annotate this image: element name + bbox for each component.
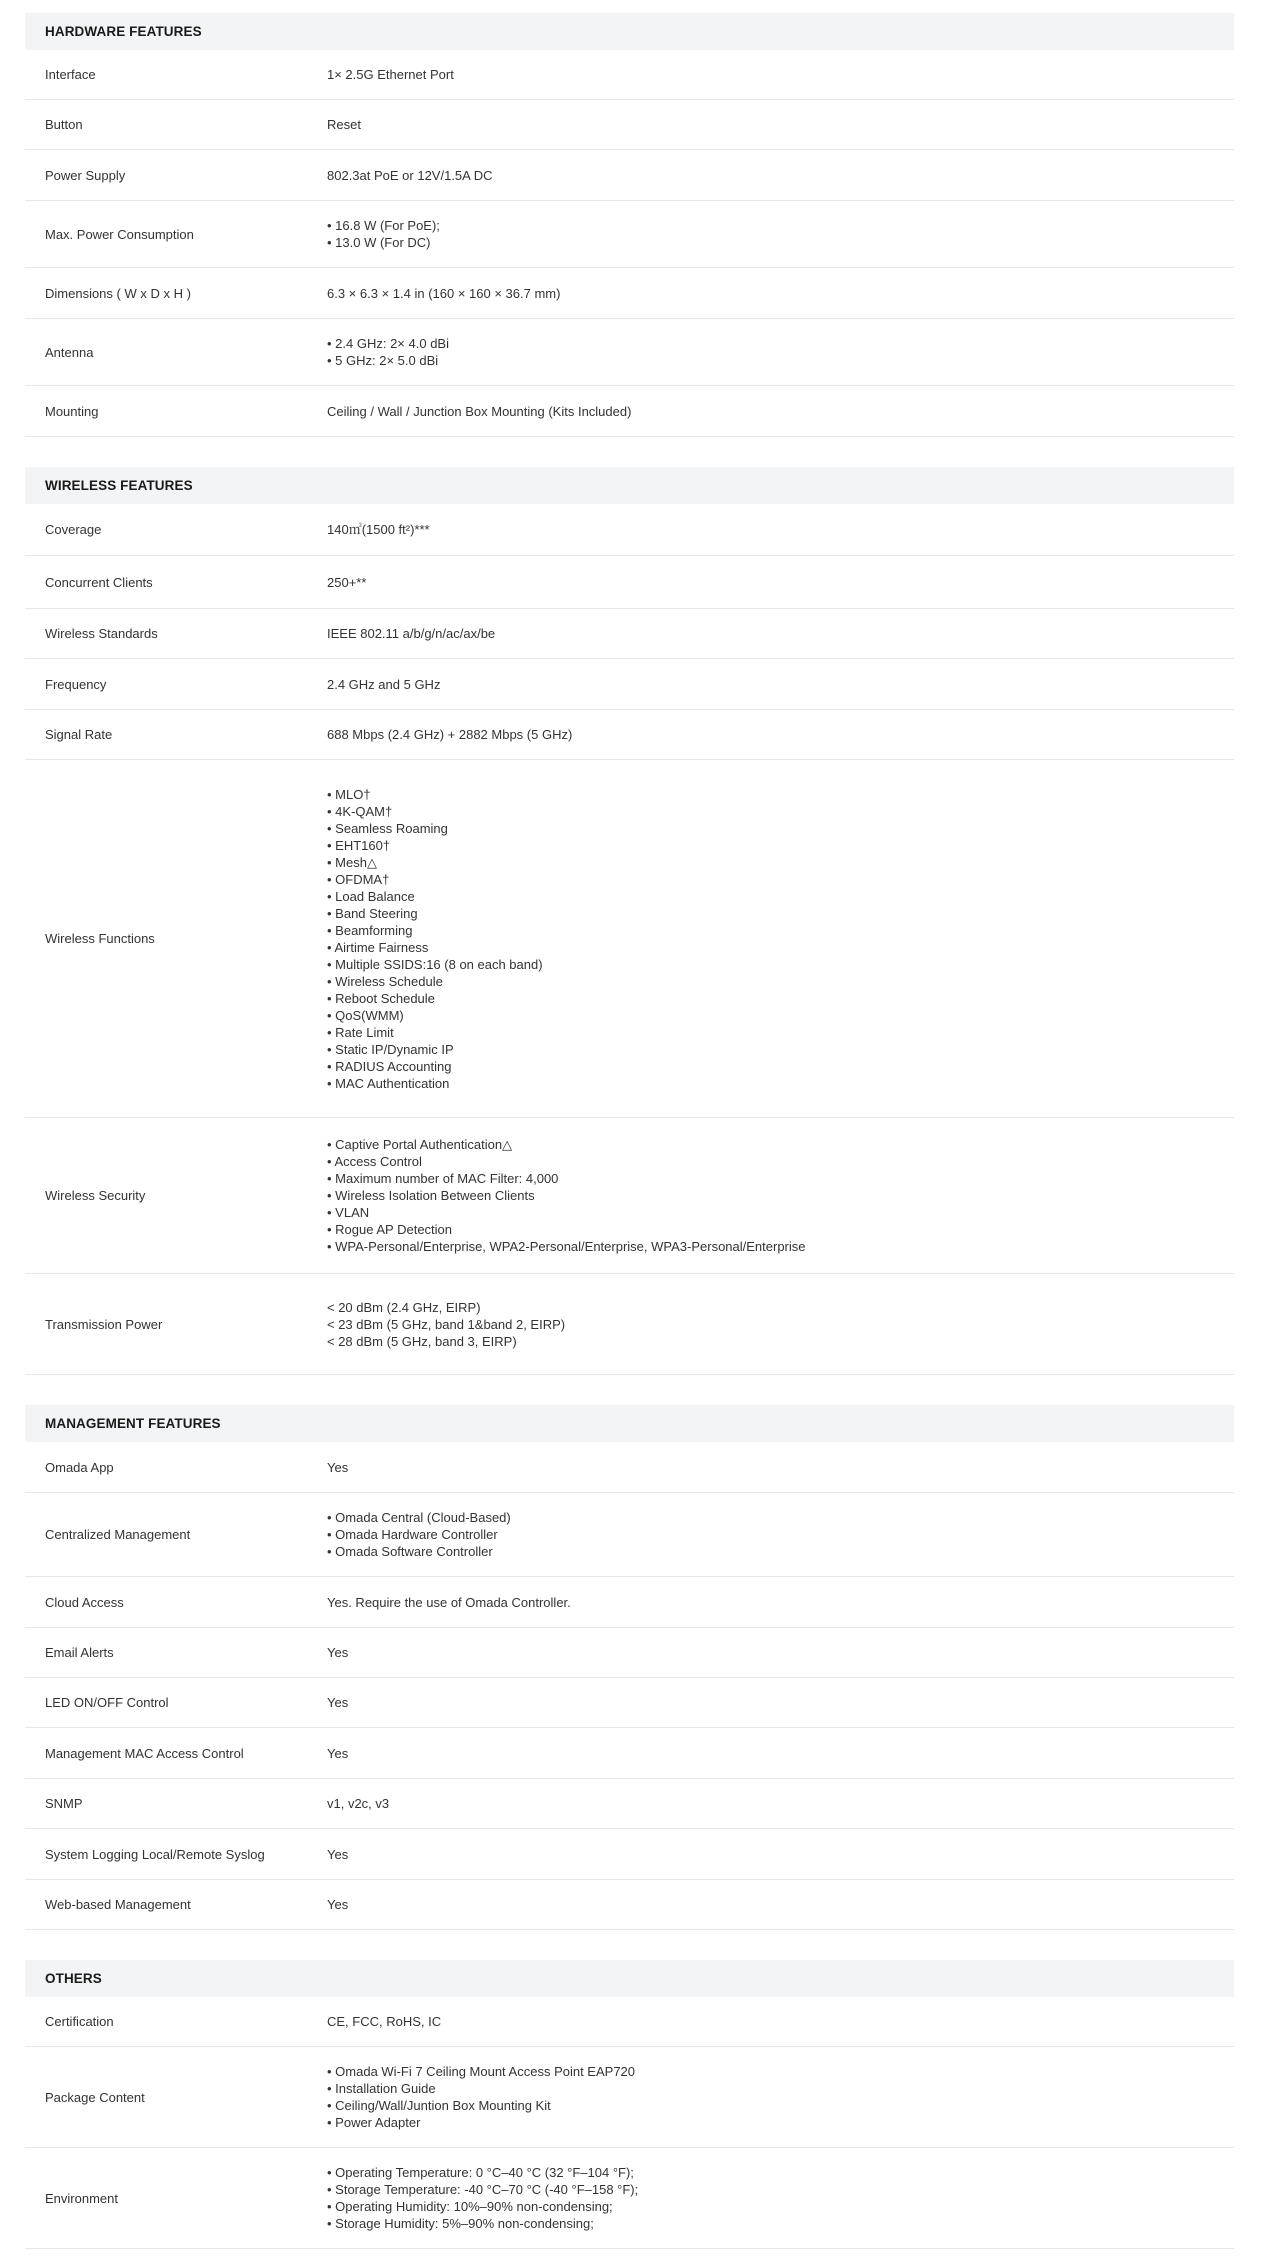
spec-value-line: 688 Mbps (2.4 GHz) + 2882 Mbps (5 GHz): [327, 727, 573, 742]
spec-row-concurrent-clients: [25, 556, 1234, 609]
spec-value: [327, 1795, 1234, 1812]
spec-value-line: Yes: [327, 1695, 349, 1710]
spec-value-line: 140㎡(1500 ft²)***: [327, 522, 430, 537]
spec-value-line: • Installation Guide: [327, 2081, 436, 2096]
spec-row-dimensions-w-x-d-x-h: [25, 268, 1234, 319]
spec-value-line: • Omada Central (Cloud-Based): [327, 1510, 511, 1525]
spec-value-line: • WPA-Personal/Enterprise, WPA2-Personal/Enterprise, WPA3-Personal/Enterprise: [327, 1239, 806, 1254]
spec-value-line: • Omada Software Controller: [327, 1544, 493, 1559]
spec-label: Antenna: [45, 344, 94, 360]
section-header: HARDWARE FEATURES: [25, 13, 1234, 50]
spec-value-line: • Multiple SSIDS:16 (8 on each band): [327, 956, 543, 972]
spec-value-line: • Seamless Roaming: [327, 820, 448, 836]
spec-value-line: 802.3at PoE or 12V/1.5A DC: [327, 167, 493, 183]
spec-value-line: 1× 2.5G Ethernet Port: [327, 67, 454, 82]
spec-value-line: • Ceiling/Wall/Juntion Box Mounting Kit: [327, 2098, 551, 2113]
spec-label: Mounting: [45, 403, 99, 419]
spec-value-line: • VLAN: [327, 1205, 370, 1220]
spec-value-line: 250+**: [327, 574, 367, 590]
spec-value-line: • OFDMA†: [327, 871, 390, 887]
spec-value: [327, 2063, 1234, 2131]
spec-label: LED ON/OFF Control: [45, 1695, 169, 1710]
section-header: WIRELESS FEATURES: [25, 467, 1234, 504]
spec-value-line: • Load Balance: [327, 888, 415, 904]
spec-value-line: • Storage Temperature: -40 °C–70 °C (-40 °F–158 °F);: [327, 2182, 639, 2197]
spec-label: Omada App: [45, 1459, 114, 1475]
spec-value: [327, 1896, 1234, 1913]
spec-value-line: 6.3 × 6.3 × 1.4 in (160 × 160 × 36.7 mm): [327, 285, 561, 301]
spec-value-line: < 23 dBm (5 GHz, band 1&band 2, EIRP): [327, 1316, 566, 1332]
spec-label: Package Content: [45, 2089, 145, 2105]
spec-value: [327, 1846, 1234, 1863]
spec-label: Wireless Functions: [45, 931, 155, 946]
spec-row-web-based-management: [25, 1880, 1234, 1930]
section-others: [25, 1960, 1234, 2249]
spec-row-interface: [25, 50, 1234, 100]
spec-row-certification: [25, 1997, 1234, 2047]
spec-row-coverage: [25, 504, 1234, 556]
spec-value-line: Yes. Require the use of Omada Controller.: [327, 1594, 571, 1610]
spec-label: Power Supply: [45, 167, 126, 183]
spec-row-frequency: [25, 659, 1234, 710]
spec-value-line: • Omada Wi-Fi 7 Ceiling Mount Access Point EAP720: [327, 2064, 636, 2079]
spec-row-snmp: [25, 1779, 1234, 1829]
spec-row-max-power-consumption: [25, 201, 1234, 268]
spec-value-line: Reset: [327, 117, 361, 132]
spec-value-line: • Airtime Fairness: [327, 939, 429, 955]
spec-value-line: • Band Steering: [327, 905, 418, 921]
spec-value-line: • MAC Authentication: [327, 1075, 450, 1091]
spec-label: Web-based Management: [45, 1897, 191, 1912]
spec-row-package-content: [25, 2047, 1234, 2148]
spec-row-centralized-management: [25, 1493, 1234, 1577]
spec-label: Button: [45, 117, 83, 132]
spec-row-wireless-standards: [25, 609, 1234, 659]
spec-row-omada-app: [25, 1442, 1234, 1493]
spec-value: [327, 1694, 1234, 1711]
spec-value: [327, 574, 1234, 591]
spec-label: Wireless Standards: [45, 626, 158, 641]
spec-value-line: • Wireless Isolation Between Clients: [327, 1188, 535, 1203]
spec-label: Transmission Power: [45, 1316, 163, 1332]
spec-label: Max. Power Consumption: [45, 226, 194, 242]
spec-value-line: < 28 dBm (5 GHz, band 3, EIRP): [327, 1333, 517, 1349]
spec-value-line: • 4K-QAM†: [327, 803, 393, 819]
spec-label: Concurrent Clients: [45, 574, 153, 590]
spec-value-line: • Captive Portal Authentication△: [327, 1137, 513, 1152]
spec-value-line: • Operating Humidity: 10%–90% non-condensing;: [327, 2199, 613, 2214]
spec-value: [327, 1509, 1234, 1560]
spec-value: [327, 726, 1234, 743]
spec-value: [327, 2164, 1234, 2232]
spec-value: [327, 116, 1234, 133]
spec-value-line: v1, v2c, v3: [327, 1796, 390, 1811]
spec-value: [327, 676, 1234, 693]
spec-value-line: • Mesh△: [327, 854, 377, 870]
spec-row-email-alerts: [25, 1628, 1234, 1678]
spec-value: [327, 1136, 1234, 1255]
spec-value: [327, 1459, 1234, 1476]
spec-label: Frequency: [45, 676, 107, 692]
spec-value-line: IEEE 802.11 a/b/g/n/ac/ax/be: [327, 626, 496, 641]
spec-value-line: • Wireless Schedule: [327, 973, 443, 989]
spec-value-line: • 5 GHz: 2× 5.0 dBi: [327, 353, 439, 368]
section-hardware-features: [25, 13, 1234, 437]
spec-row-transmission-power: [25, 1274, 1234, 1375]
spec-value-line: • 13.0 W (For DC): [327, 235, 431, 250]
spec-value-line: • EHT160†: [327, 837, 391, 853]
spec-value-line: CE, FCC, RoHS, IC: [327, 2014, 442, 2029]
spec-label: Coverage: [45, 522, 102, 537]
spec-row-mounting: [25, 386, 1234, 437]
spec-value-line: • QoS(WMM): [327, 1007, 404, 1023]
spec-value: [327, 786, 1234, 1092]
spec-value: [327, 625, 1234, 642]
spec-label: System Logging Local/Remote Syslog: [45, 1846, 265, 1862]
spec-row-led-on-off-control: [25, 1678, 1234, 1728]
spec-value-line: • RADIUS Accounting: [327, 1058, 452, 1074]
spec-value-line: • Operating Temperature: 0 °C–40 °C (32 °F–104 °F);: [327, 2165, 634, 2180]
spec-value-line: • Rate Limit: [327, 1024, 394, 1040]
spec-value: [327, 521, 1234, 538]
spec-label: Cloud Access: [45, 1594, 124, 1610]
spec-value-line: • Maximum number of MAC Filter: 4,000: [327, 1171, 559, 1186]
spec-value-line: • MLO†: [327, 786, 371, 802]
spec-value-line: Yes: [327, 1846, 349, 1862]
spec-value-line: • Power Adapter: [327, 2115, 421, 2130]
spec-row-cloud-access: [25, 1577, 1234, 1628]
spec-row-system-logging-local-remote-syslog: [25, 1829, 1234, 1880]
spec-value-line: Ceiling / Wall / Junction Box Mounting (Kits Included): [327, 403, 632, 419]
spec-value: [327, 1594, 1234, 1611]
section-management-features: [25, 1405, 1234, 1930]
spec-value: [327, 66, 1234, 83]
spec-label: Certification: [45, 2014, 114, 2029]
spec-value-line: 2.4 GHz and 5 GHz: [327, 676, 441, 692]
spec-value-line: • Omada Hardware Controller: [327, 1527, 498, 1542]
spec-label: Environment: [45, 2190, 118, 2206]
section-wireless-features: [25, 467, 1234, 1375]
spec-row-environment: [25, 2148, 1234, 2249]
spec-value: [327, 1644, 1234, 1661]
spec-value: [327, 285, 1234, 302]
spec-label: Centralized Management: [45, 1527, 191, 1542]
spec-value-line: • Rogue AP Detection: [327, 1222, 453, 1237]
spec-label: SNMP: [45, 1796, 83, 1811]
spec-label: Management MAC Access Control: [45, 1745, 244, 1761]
spec-value-line: < 20 dBm (2.4 GHz, EIRP): [327, 1299, 481, 1315]
spec-label: Signal Rate: [45, 727, 113, 742]
spec-value-line: • Static IP/Dynamic IP: [327, 1041, 454, 1057]
spec-row-wireless-security: [25, 1118, 1234, 1274]
spec-value: [327, 1745, 1234, 1762]
spec-value-line: • Beamforming: [327, 922, 413, 938]
section-header: OTHERS: [25, 1960, 1234, 1997]
spec-row-button: [25, 100, 1234, 150]
spec-value: [327, 167, 1234, 184]
spec-row-antenna: [25, 319, 1234, 386]
spec-value-line: • Storage Humidity: 5%–90% non-condensing;: [327, 2216, 594, 2231]
spec-value: [327, 403, 1234, 420]
spec-value: [327, 217, 1234, 251]
spec-row-power-supply: [25, 150, 1234, 201]
spec-value-line: Yes: [327, 1897, 349, 1912]
spec-row-wireless-functions: [25, 760, 1234, 1118]
spec-label: Interface: [45, 67, 96, 82]
spec-value: [327, 2013, 1234, 2030]
spec-value-line: Yes: [327, 1459, 349, 1475]
spec-value: [327, 335, 1234, 369]
spec-value-line: Yes: [327, 1645, 349, 1660]
spec-value-line: Yes: [327, 1745, 349, 1761]
spec-label: Email Alerts: [45, 1645, 114, 1660]
spec-value-line: • 16.8 W (For PoE);: [327, 218, 440, 233]
spec-value-line: • 2.4 GHz: 2× 4.0 dBi: [327, 336, 449, 351]
spec-label: Wireless Security: [45, 1188, 146, 1203]
spec-value-line: • Reboot Schedule: [327, 990, 435, 1006]
spec-row-signal-rate: [25, 710, 1234, 760]
spec-value: [327, 1299, 1234, 1350]
section-header: MANAGEMENT FEATURES: [25, 1405, 1234, 1442]
spec-label: Dimensions ( W x D x H ): [45, 285, 191, 301]
spec-row-management-mac-access-control: [25, 1728, 1234, 1779]
spec-value-line: • Access Control: [327, 1154, 422, 1169]
